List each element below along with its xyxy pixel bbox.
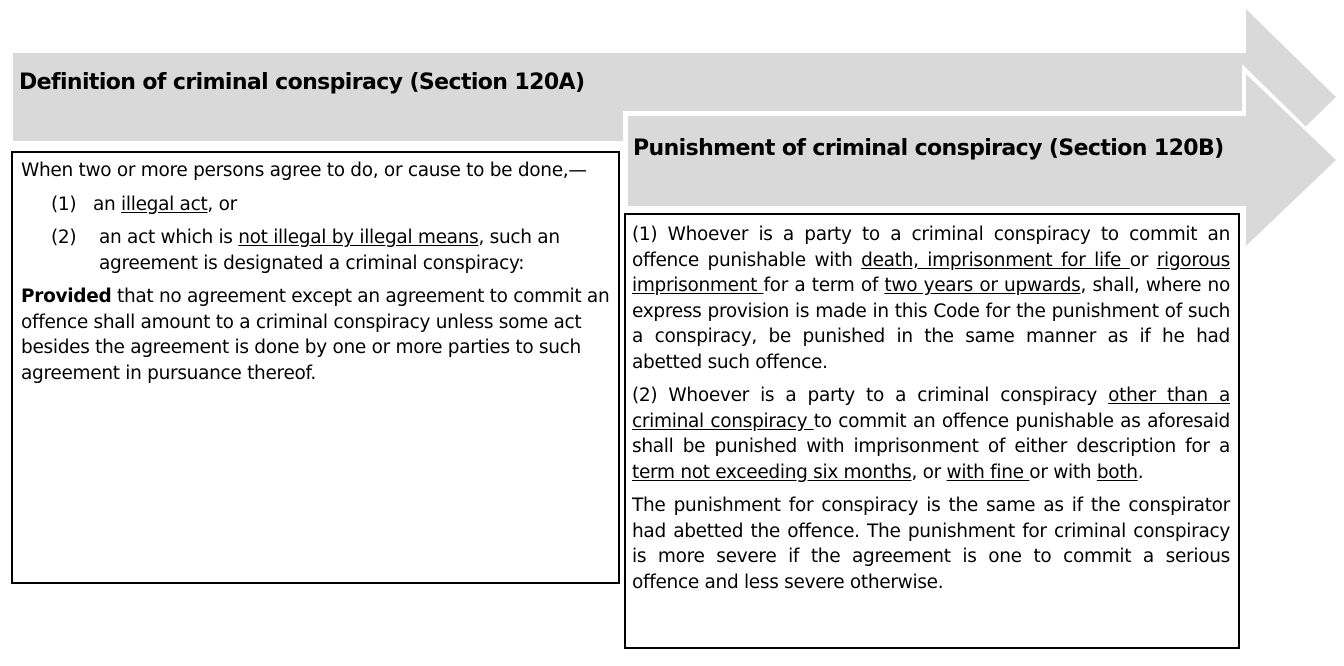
underlined-term: not illegal by illegal means — [238, 227, 479, 248]
punishment-para-2: (2) Whoever is a party to a criminal conspiracy other than a criminal conspiracy to commit an offence punishable as aforesaid shall be punished with imprisonment of either description for a term not exceeding six months, or with fine or with both. — [632, 385, 1230, 483]
underlined-term: both — [1096, 461, 1138, 483]
section-120a-title: Definition of criminal conspiracy (Section 120A) — [19, 70, 585, 95]
underlined-term: with fine — [946, 461, 1030, 483]
item-text: an illegal act, or — [93, 193, 237, 215]
underlined-term: illegal act — [121, 193, 208, 215]
underlined-term: two years or upwards — [884, 275, 1081, 296]
definition-item-2 — [21, 225, 610, 276]
definition-item-1 — [21, 192, 610, 218]
underlined-term: death, imprisonment for life — [861, 249, 1130, 271]
underlined-term: term not exceeding six months — [632, 461, 912, 483]
punishment-para-3: The punishment for conspiracy is the same as if the conspirator had abetted the offence. The punishment for criminal conspiracy is more severe if the agreement is one to commit a serious offence and less severe otherwise. — [632, 495, 1230, 593]
underlined-term: rigorous imprisonment — [632, 249, 1231, 296]
item-text: an act which is not illegal by illegal means, such an agreement is designated a criminal conspiracy: — [99, 227, 560, 274]
punishment-para-1: (1) Whoever is a party to a criminal conspiracy to commit an offence punishable with death, imprisonment for life or rigorous imprisonment for a term of two years or upwards, shall, where no express provision is made in this Code for the punishment of such a conspiracy, be punished in the same manner as if he had abetted such offence. — [632, 224, 1231, 373]
underlined-term: other than a criminal conspiracy — [632, 385, 1230, 432]
item-number: (2) — [51, 227, 77, 248]
proviso-paragraph: Provided that no agreement except an agreement to commit an offence shall amount to a criminal conspiracy unless some act besides the agreement is done by one or more parties to such agreement in pursuance thereof. — [21, 286, 610, 384]
item-number: (1) — [51, 193, 77, 215]
definition-box — [11, 151, 620, 584]
section-120b-title: Punishment of criminal conspiracy (Section 120B) — [633, 136, 1224, 161]
punishment-box — [624, 213, 1240, 649]
proviso-label: Provided — [21, 286, 112, 307]
definition-intro: When two or more persons agree to do, or cause to be done,— — [21, 160, 587, 181]
